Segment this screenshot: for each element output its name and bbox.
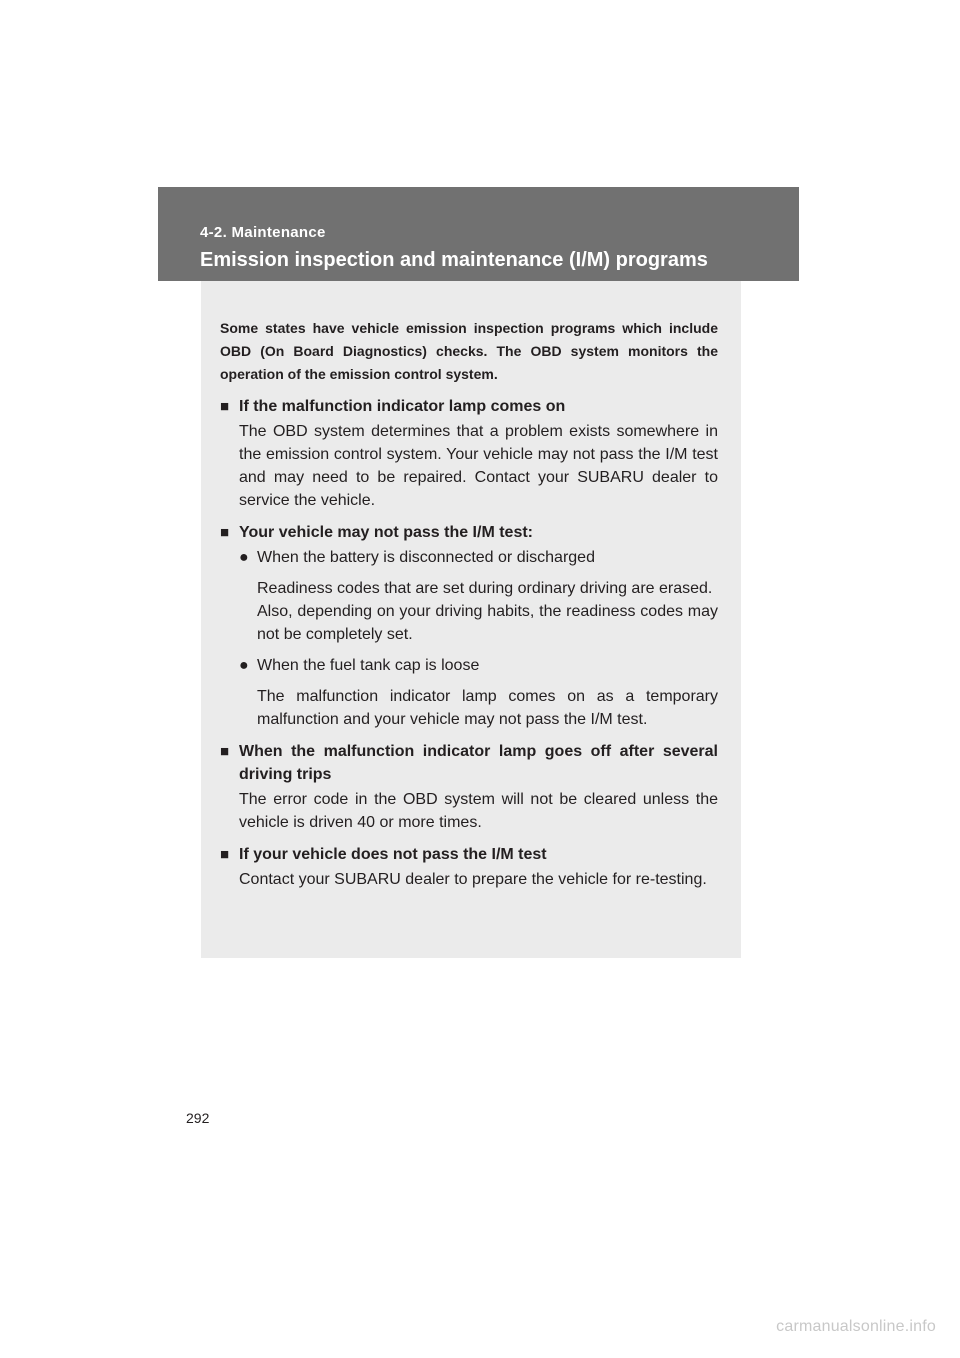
intro-paragraph: Some states have vehicle emission inspection programs which include OBD (On Board Diagnostics) checks. The OBD system monitors the operation of the emission control system. xyxy=(220,320,718,382)
list-item-fuel-cap xyxy=(239,654,718,731)
bullet-heading: When the fuel tank cap is loose xyxy=(257,657,480,674)
page-number: 292 xyxy=(186,1110,210,1126)
square-bullet-icon: ■ xyxy=(220,524,230,541)
section-label: 4-2. Maintenance xyxy=(200,224,326,241)
topic-heading: If your vehicle does not pass the I/M test xyxy=(239,846,547,863)
page-title: Emission inspection and maintenance (I/M) programs xyxy=(200,249,708,271)
topic-body: Contact your SUBARU dealer to prepare the vehicle for re-testing. xyxy=(239,871,707,888)
topic-body: The error code in the OBD system will not be cleared unless the vehicle is driven 40 or more times. xyxy=(239,791,718,831)
topic-does-not-pass xyxy=(220,843,718,891)
topic-malfunction-lamp-on xyxy=(220,395,718,512)
bullet-body: Readiness codes that are set during ordinary driving are erased. xyxy=(257,580,713,597)
section-header xyxy=(158,187,799,281)
round-bullet-icon: ● xyxy=(239,657,249,674)
topic-heading: Your vehicle may not pass the I/M test: xyxy=(239,524,533,541)
square-bullet-icon: ■ xyxy=(220,743,230,760)
round-bullet-icon: ● xyxy=(239,549,249,566)
square-bullet-icon: ■ xyxy=(220,398,230,415)
bullet-body: Also, depending on your driving habits, the readiness codes may not be completely set. xyxy=(257,603,718,643)
square-bullet-icon: ■ xyxy=(220,846,230,863)
content-box xyxy=(201,281,741,958)
topic-lamp-goes-off xyxy=(220,740,718,834)
watermark-text: carmanualsonline.info xyxy=(776,1318,936,1335)
topic-heading: If the malfunction indicator lamp comes on xyxy=(239,398,566,415)
topic-may-not-pass xyxy=(220,521,718,731)
bullet-body: The malfunction indicator lamp comes on as a temporary malfunction and your vehicle may not pass the I/M test. xyxy=(257,688,718,728)
topic-body: The OBD system determines that a problem exists somewhere in the emission control system. Your vehicle may not pass the I/M test and may need to be repaired. Contact your SUBARU dealer to service the vehicle. xyxy=(239,423,718,509)
list-item-battery xyxy=(239,546,718,646)
bullet-heading: When the battery is disconnected or discharged xyxy=(257,549,595,566)
topic-heading: When the malfunction indicator lamp goes off after several driving trips xyxy=(239,743,718,783)
